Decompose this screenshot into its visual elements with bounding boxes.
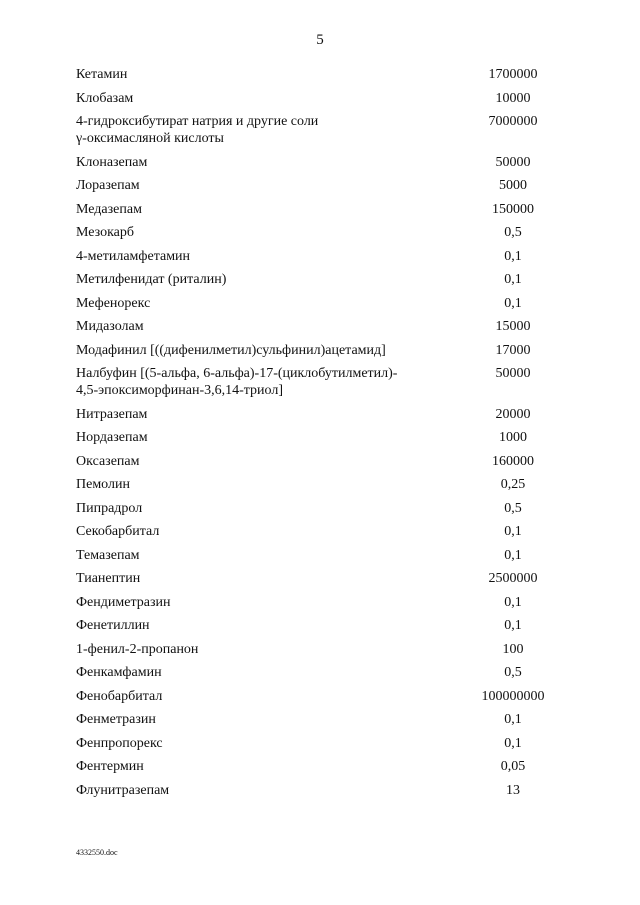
substance-name: Медазепам [76, 201, 142, 217]
substance-name: Нитразепам [76, 406, 148, 422]
substance-value: 1700000 [488, 67, 538, 82]
table-row [76, 711, 570, 728]
substance-value: 20000 [495, 406, 531, 422]
table-row [76, 113, 570, 147]
table-row [76, 295, 570, 312]
substance-name: Фенкамфамин [76, 665, 162, 680]
substance-value: 0,1 [504, 618, 522, 633]
substance-value: 100000000 [481, 688, 545, 704]
table-row [76, 177, 570, 194]
substance-name: Фенетиллин [76, 618, 150, 633]
document-filename: 4332550.doc [76, 848, 118, 857]
table-row [76, 90, 570, 107]
table-row [76, 782, 570, 799]
table-row [76, 758, 570, 775]
substance-value: 2500000 [488, 571, 538, 586]
table-row [76, 154, 570, 171]
substance-value: 0,1 [504, 712, 522, 727]
substance-name: Оксазепам [76, 453, 140, 469]
substance-name: Клоназепам [76, 154, 148, 170]
substance-name: Кетамин [76, 67, 128, 82]
substance-value: 7000000 [488, 114, 538, 129]
substance-value: 0,1 [504, 594, 522, 610]
substance-value: 10000 [495, 90, 531, 106]
substance-name: 4-гидроксибутират натрия и другие соли γ-оксимасляной кислоты [76, 114, 319, 146]
substance-value: 50000 [495, 154, 531, 170]
substance-value: 0,1 [504, 272, 522, 287]
table-row [76, 429, 570, 446]
substance-value: 0,1 [504, 524, 522, 539]
table-row [76, 248, 570, 265]
substance-name: Пемолин [76, 477, 130, 492]
table-row [76, 570, 570, 587]
substance-value: 0,25 [500, 477, 526, 492]
table-row [76, 365, 570, 399]
substance-name: Пипрадрол [76, 500, 143, 516]
table-row [76, 547, 570, 564]
substance-name: Фентермин [76, 759, 144, 774]
substance-value: 0,5 [504, 665, 522, 680]
substance-name: Флунитразепам [76, 782, 170, 798]
table-row [76, 201, 570, 218]
substance-value: 0,05 [500, 759, 526, 774]
table-row [76, 271, 570, 288]
substance-name: Фенобарбитал [76, 688, 163, 704]
substance-value: 0,5 [504, 225, 522, 240]
table-row [76, 406, 570, 423]
substance-name: Фенметразин [76, 712, 156, 727]
substance-value: 13 [506, 782, 520, 798]
substance-name: Тианептин [76, 571, 141, 586]
table-row [76, 453, 570, 470]
table-row [76, 318, 570, 335]
substance-value: 1000 [499, 430, 527, 445]
table-row [76, 342, 570, 359]
substance-name: Секобарбитал [76, 524, 160, 539]
substance-value: 150000 [492, 201, 534, 217]
substance-name: Мезокарб [76, 225, 135, 240]
substance-value: 17000 [495, 342, 531, 358]
substance-value: 0,1 [504, 735, 522, 751]
substance-value: 0,1 [504, 295, 522, 311]
substance-value: 15000 [495, 319, 531, 334]
substance-value: 160000 [492, 453, 534, 469]
substance-name: Мидазолам [76, 319, 144, 334]
table-row [76, 500, 570, 517]
table-row [76, 523, 570, 540]
substance-name: Фендиметразин [76, 594, 171, 610]
substance-value: 0,5 [504, 500, 522, 516]
substance-value: 0,1 [504, 547, 522, 563]
table-row [76, 476, 570, 493]
substance-value: 5000 [499, 178, 527, 193]
substance-name: Налбуфин [(5-альфа, 6-альфа)-17-(циклобутилметил)- 4,5-эпоксиморфинан-3,6,14-триол] [76, 366, 398, 398]
table-row [76, 688, 570, 705]
substance-name: Фенпропорекс [76, 735, 163, 751]
substance-value: 100 [502, 641, 524, 657]
substance-name: Метилфенидат (риталин) [76, 272, 227, 287]
substance-value: 0,1 [504, 248, 522, 264]
substance-name: Мефенорекс [76, 295, 151, 311]
table-row [76, 641, 570, 658]
substance-name: Темазепам [76, 547, 140, 563]
table-row [76, 66, 570, 83]
table-row [76, 617, 570, 634]
substance-table [76, 66, 570, 805]
substance-name: Нордазепам [76, 430, 148, 445]
substance-value: 50000 [495, 366, 531, 381]
substance-name: 1-фенил-2-пропанон [76, 641, 199, 657]
substance-name: Лоразепам [76, 178, 140, 193]
substance-name: 4-метиламфетамин [76, 248, 191, 264]
table-row [76, 224, 570, 241]
page-number: 5 [316, 32, 324, 48]
substance-name: Клобазам [76, 90, 134, 106]
table-row [76, 664, 570, 681]
substance-name: Модафинил [((дифенилметил)сульфинил)ацетамид] [76, 342, 386, 358]
table-row [76, 735, 570, 752]
table-row [76, 594, 570, 611]
